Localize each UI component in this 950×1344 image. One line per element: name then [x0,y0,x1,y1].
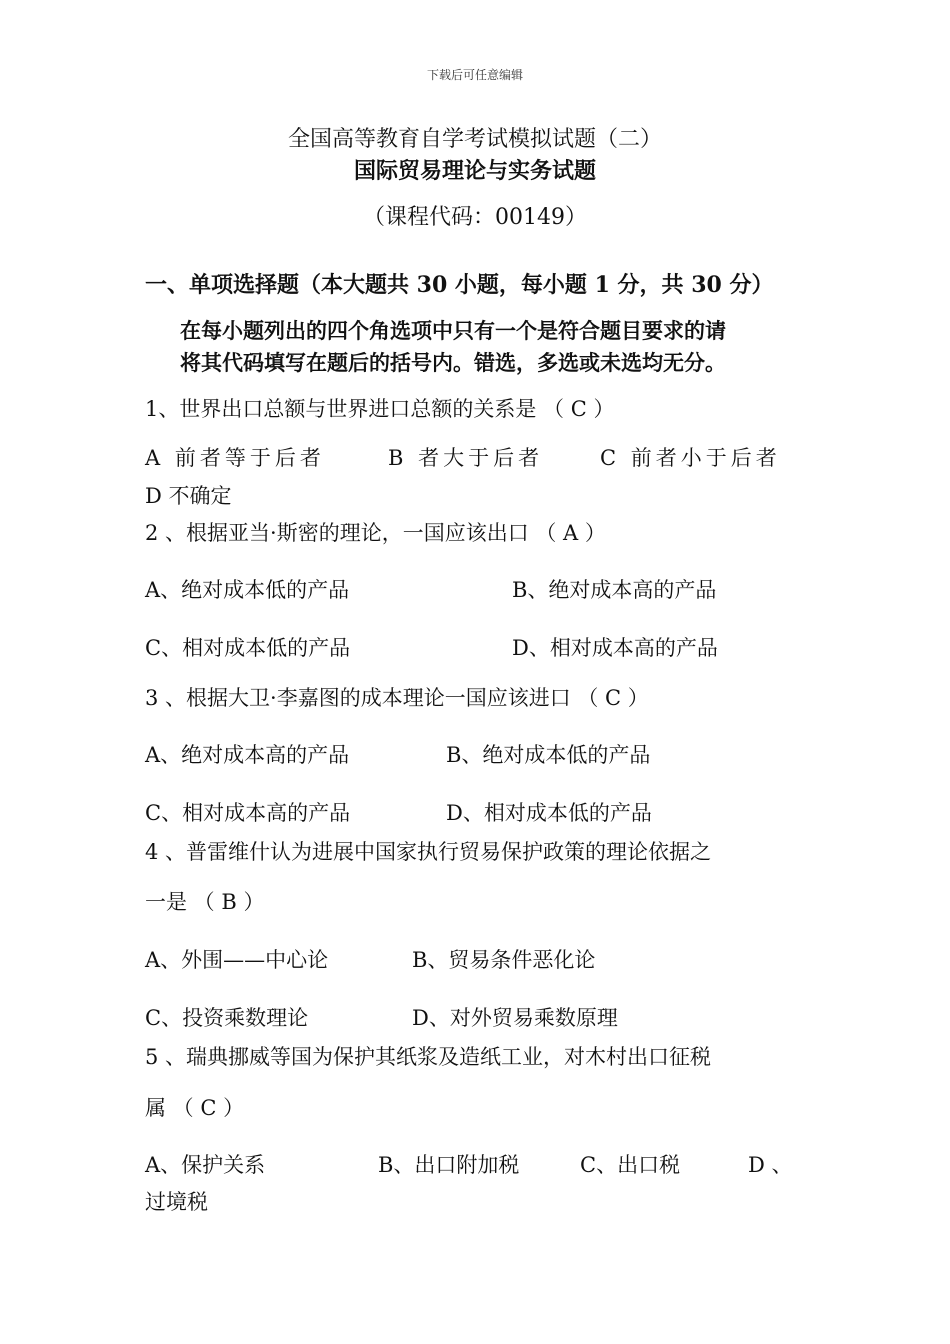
question-5-option-c: C、出口税 [580,1153,681,1177]
question-5-stem-line-1: 5 、瑞典挪威等国为保护其纸浆及造纸工业，对木村出口征税 [145,1045,712,1069]
question-2-stem: 2 、根据亚当·斯密的理论，一国应该出口 （ A ） [145,521,606,545]
section-instruction-line-2: 将其代码填写在题后的括号内。错选，多选或未选均无分。 [180,350,726,375]
question-4-option-c: C、投资乘数理论 [145,1006,309,1030]
course-code: （课程代码：00149） [363,205,587,230]
question-2-option-d: D、相对成本高的产品 [512,636,718,660]
question-5-option-b: B、出口附加税 [378,1153,520,1177]
question-2-option-c: C、相对成本低的产品 [145,636,351,660]
question-5-option-a: A、保护关系 [145,1153,266,1177]
question-4-option-d: D、对外贸易乘数原理 [412,1006,618,1030]
exam-subject-title: 国际贸易理论与实务试题 [353,158,596,184]
question-1-option-b: B 者大于后者 [388,446,544,470]
question-5-option-d: D 、 [748,1153,793,1177]
question-3-stem: 3 、根据大卫·李嘉图的成本理论一国应该进口 （ C ） [145,686,649,710]
header-note: 下载后可任意编辑 [426,68,523,82]
question-3-option-d: D、相对成本低的产品 [446,801,652,825]
question-4-option-a: A、外围——中心论 [145,948,329,972]
question-5-stem-line-2: 属 （ C ） [145,1096,245,1120]
section-instruction-line-1: 在每小题列出的四个角选项中只有一个是符合题目要求的请 [180,318,726,343]
question-1-option-d: D 不确定 [145,484,232,508]
question-2-option-a: A、绝对成本低的产品 [145,578,350,602]
question-3-option-b: B、绝对成本低的产品 [446,743,651,767]
question-4-option-b: B、贸易条件恶化论 [412,948,596,972]
question-1-option-c: C 前者小于后者 [600,446,781,470]
section-heading: 一、单项选择题（本大题共 30 小题，每小题 1 分，共 30 分） [145,272,774,298]
question-4-stem-line-2: 一是 （ B ） [145,890,265,914]
question-2-option-b: B、绝对成本高的产品 [512,578,717,602]
question-1-stem: 1、世界出口总额与世界进口总额的关系是 （ C ） [145,397,615,421]
question-3-option-c: C、相对成本高的产品 [145,801,351,825]
question-4-stem-line-1: 4 、普雷维什认为进展中国家执行贸易保护政策的理论依据之 [145,840,712,864]
question-1-option-a: A 前者等于后者 [145,446,325,470]
question-3-option-a: A、绝对成本高的产品 [145,743,350,767]
exam-title: 全国高等教育自学考试模拟试题（二） [287,127,662,152]
question-5-option-d-text: 过境税 [145,1190,208,1214]
